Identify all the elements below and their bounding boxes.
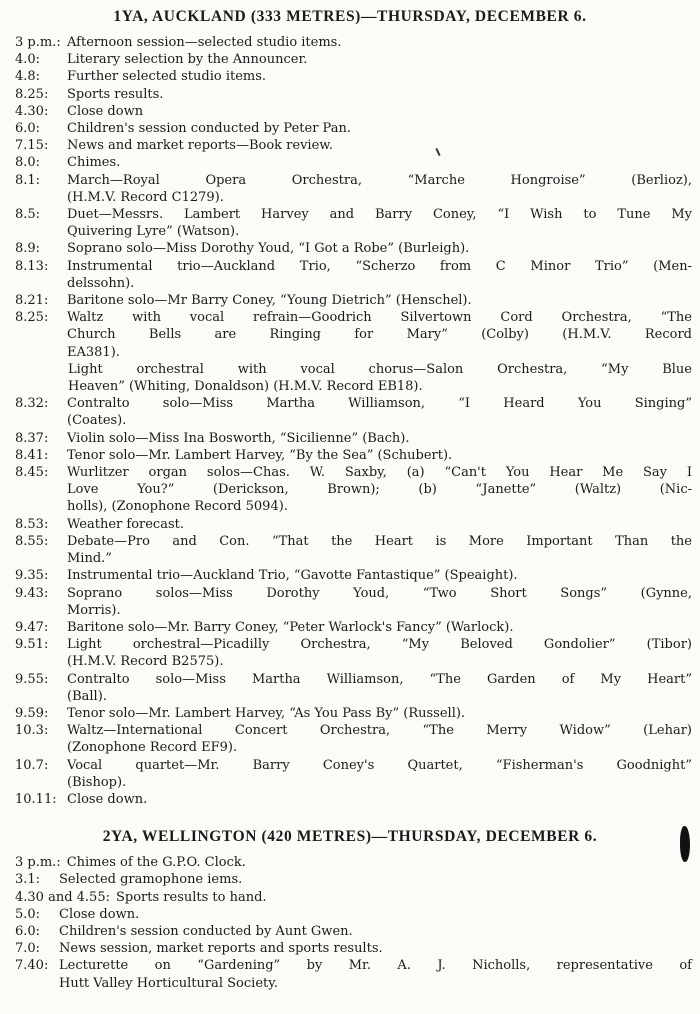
entry-line: Waltz with vocal refrain—Goodrich Silvertown Cord Orchestra, “The (67, 310, 692, 326)
programme-entry (15, 154, 692, 171)
entry-line: Lecturette on “Gardening” by Mr. A. J. Nicholls, representative of (59, 958, 692, 974)
entry-time: 5.0: (15, 906, 41, 922)
entry-line: Tenor solo—Mr. Lambert Harvey, “As You Pass By” (Russell). (67, 705, 466, 721)
programme-entry (15, 447, 692, 464)
entry-line: Mind.” (67, 551, 112, 567)
programme-entry (15, 395, 692, 429)
entry-text (67, 309, 692, 361)
programme-entry (15, 103, 692, 120)
entry-line: Contralto solo—Miss Martha Williamson, “I Heard You Singing” (67, 396, 692, 412)
programme-entry (15, 940, 692, 957)
entry-text (67, 258, 692, 292)
entry-line: Baritone solo—Mr Barry Coney, “Young Dietrich” (Henschel). (67, 293, 472, 309)
entry-line: delssohn). (67, 275, 135, 291)
entry-time: 3 p.m.: (15, 35, 61, 50)
programme-entry (15, 137, 692, 154)
entry-time: 9.59: (15, 705, 49, 721)
entry-line: Chimes. (67, 155, 121, 171)
entry-text (59, 957, 692, 991)
entry-line: Instrumental trio—Auckland Trio, “Gavotte Fantastique” (Speaight). (67, 568, 518, 584)
entry-line: Debate—Pro and Con. “That the Heart is More Important Than the (67, 533, 692, 549)
programme-entry (15, 757, 692, 791)
entry-text (67, 671, 692, 705)
entry-time: 8.13: (15, 258, 49, 274)
entry-text (67, 619, 692, 636)
entry-time: 7.15: (15, 138, 49, 154)
entry-text (67, 464, 692, 516)
entry-text (67, 447, 692, 464)
programme-entry (15, 206, 692, 240)
programme-entry (15, 258, 692, 292)
programme-entry (15, 309, 692, 361)
entry-line: Violin solo—Miss Ina Bosworth, “Sicilienne” (Bach). (67, 430, 410, 446)
entry-text (67, 567, 692, 584)
entry-text (67, 791, 692, 808)
entry-line: (Zonophone Record EF9). (67, 740, 238, 756)
entry-text (67, 206, 692, 240)
entry-line: News and market reports—Book review. (67, 138, 333, 154)
programme-entry (15, 86, 692, 103)
entry-line: Chimes of the G.P.O. Clock. (66, 855, 246, 871)
programme-entry (15, 240, 692, 257)
entry-line: Waltz—International Concert Orchestra, “The Merry Widow” (Lehar) (67, 723, 692, 739)
entry-time: 8.0: (15, 155, 41, 171)
programme-entry (15, 889, 692, 906)
entry-line: (H.M.V. Record C1279). (67, 189, 224, 205)
entry-text (67, 68, 692, 85)
entry-time: 8.25: (15, 310, 49, 326)
section-heading: 2YA, WELLINGTON (420 METRES)—THURSDAY, DECEMBER 6. (102, 828, 598, 846)
entry-line: Close down (67, 103, 144, 119)
entry-time: 7.40: (15, 958, 49, 974)
entry-time: 3 p.m.: (15, 855, 61, 871)
programme-entry (15, 585, 692, 619)
entry-time: 10.3: (15, 723, 49, 739)
programme-entry (15, 671, 692, 705)
programme-entry (15, 791, 692, 808)
entry-time: 4.8: (15, 69, 41, 85)
entry-text (67, 533, 692, 567)
entry-time: 6.0: (15, 923, 41, 939)
programme-entry (15, 567, 692, 584)
entry-time: 4.30: (15, 103, 49, 119)
programme-entry (15, 533, 692, 567)
ink-blot (680, 826, 690, 862)
programme-entry (15, 516, 692, 533)
entry-text (67, 86, 692, 103)
entry-time: 10.11: (15, 791, 57, 807)
section-heading: 1YA, AUCKLAND (333 METRES)—THURSDAY, DECEMBER 6. (113, 8, 587, 25)
entry-text (67, 722, 692, 756)
entry-line: EA381). (67, 344, 120, 360)
programme-entry (15, 619, 692, 636)
programme-entry (15, 722, 692, 756)
entry-line: Wurlitzer organ solos—Chas. W. Saxby, (a) “Can't You Hear Me Say I (67, 465, 692, 481)
entry-time: 8.9: (15, 241, 41, 257)
entry-line: Love You?” (Derickson, Brown); (b) “Janette” (Waltz) (Nic- (67, 482, 692, 498)
entry-line: (Bishop). (67, 774, 127, 790)
entry-text (67, 137, 692, 154)
entry-line: holls), (Zonophone Record 5094). (67, 499, 288, 515)
entry-line: Selected gramophone iems. (59, 872, 243, 888)
entry-line: Close down. (59, 906, 140, 922)
entry-line: Baritone solo—Mr. Barry Coney, “Peter Warlock's Fancy” (Warlock). (67, 619, 514, 635)
programme-entry (15, 361, 692, 395)
entry-line: (H.M.V. Record B2575). (67, 654, 224, 670)
programme-entry (15, 120, 692, 137)
entry-time: 4.0: (15, 52, 41, 68)
entry-time: 8.5: (15, 207, 41, 223)
entry-line: News session, market reports and sports results. (59, 941, 383, 957)
entry-text (67, 172, 692, 206)
programme-entry (15, 636, 692, 670)
entry-line: Vocal quartet—Mr. Barry Coney's Quartet, “Fisherman's Goodnight” (67, 757, 692, 773)
entry-time: 9.35: (15, 568, 49, 584)
entry-line: Sports results. (67, 86, 164, 102)
entry-text (67, 240, 692, 257)
section-2ya-wellington (0, 824, 700, 992)
entry-text (67, 854, 692, 871)
entry-time: 9.55: (15, 671, 49, 687)
entry-line: Children's session conducted by Peter Pan. (67, 121, 351, 137)
programme-entry (15, 705, 692, 722)
entry-text (15, 361, 692, 395)
entry-text (67, 34, 692, 51)
entry-time: 4.30 and 4.55: (15, 889, 110, 905)
programme-entry (15, 923, 692, 940)
entry-time: 8.21: (15, 293, 49, 309)
entry-time: 10.7: (15, 757, 49, 773)
entry-text (59, 940, 692, 957)
entry-line: Hutt Valley Horticultural Society. (59, 975, 278, 991)
entry-line: Soprano solos—Miss Dorothy Youd, “Two Short Songs” (Gynne, (67, 585, 692, 601)
programme-entry (15, 871, 692, 888)
entry-text (116, 889, 692, 906)
entry-time: 6.0: (15, 121, 41, 137)
entry-line: March—Royal Opera Orchestra, “Marche Hongroise” (Berlioz), (67, 172, 692, 188)
programme-entry (15, 854, 692, 871)
programme-list (0, 854, 700, 992)
entry-time: 8.55: (15, 533, 49, 549)
programme-entry (15, 51, 692, 68)
entry-time: 8.45: (15, 465, 49, 481)
entry-line: Light orchestral with vocal chorus—Salon Orchestra, “My Blue (68, 361, 692, 377)
entry-time: 8.32: (15, 396, 49, 412)
entry-line: Close down. (67, 791, 148, 807)
entry-line: Duet—Messrs. Lambert Harvey and Barry Coney, “I Wish to Tune My (67, 207, 692, 223)
programme-entry (15, 464, 692, 516)
entry-time: 8.41: (15, 447, 49, 463)
entry-text (67, 516, 692, 533)
entry-text (67, 103, 692, 120)
programme-entry (15, 430, 692, 447)
entry-line: Sports results to hand. (115, 889, 267, 905)
programme-entry (15, 68, 692, 85)
entry-text (67, 395, 692, 429)
entry-line: (Coates). (67, 413, 127, 429)
entry-text (67, 292, 692, 309)
section-1ya-auckland (0, 4, 700, 808)
entry-line: Tenor solo—Mr. Lambert Harvey, “By the Sea” (Schubert). (67, 447, 453, 463)
entry-line: Further selected studio items. (67, 69, 267, 85)
entry-time: 7.0: (15, 941, 41, 957)
entry-text (67, 585, 692, 619)
entry-line: Contralto solo—Miss Martha Williamson, “The Garden of My Heart” (67, 671, 692, 687)
entry-line: Literary selection by the Announcer. (67, 52, 308, 68)
entry-time: 9.51: (15, 637, 49, 653)
entry-line: Afternoon session—selected studio items. (67, 35, 342, 50)
entry-line: Light orchestral—Picadilly Orchestra, “My Beloved Gondolier” (Tibor) (67, 637, 692, 653)
entry-time: 8.37: (15, 430, 49, 446)
entry-text (67, 757, 692, 791)
entry-time: 9.43: (15, 585, 49, 601)
entry-time: 8.25: (15, 86, 49, 102)
entry-line: Instrumental trio—Auckland Trio, “Scherzo from C Minor Trio” (Men- (67, 258, 692, 274)
entry-text (59, 923, 692, 940)
entry-time: 9.47: (15, 619, 49, 635)
entry-text (67, 705, 692, 722)
programme-entry (15, 34, 692, 51)
programme-entry (15, 957, 692, 991)
entry-text (67, 154, 692, 171)
entry-text (67, 120, 692, 137)
entry-time: 8.1: (15, 172, 41, 188)
entry-line: Quivering Lyre” (Watson). (67, 224, 240, 240)
entry-text (59, 871, 692, 888)
entry-text (67, 636, 692, 670)
entry-line: (Ball). (67, 688, 107, 704)
programme-entry (15, 906, 692, 923)
entry-line: Heaven” (Whiting, Donaldson) (H.M.V. Record EB18). (68, 379, 423, 395)
programme-entry (15, 292, 692, 309)
entry-text (59, 906, 692, 923)
entry-line: Soprano solo—Miss Dorothy Youd, “I Got a Robe” (Burleigh). (67, 241, 470, 257)
entry-line: Weather forecast. (67, 516, 184, 532)
entry-line: Church Bells are Ringing for Mary” (Colby) (H.M.V. Record (67, 327, 692, 343)
entry-time: 3.1: (15, 872, 41, 888)
programme-entry (15, 172, 692, 206)
entry-line: Children's session conducted by Aunt Gwen. (59, 923, 353, 939)
entry-text (67, 51, 692, 68)
entry-line: Morris). (67, 602, 121, 618)
entry-text (67, 430, 692, 447)
programme-list (0, 34, 700, 808)
entry-time: 8.53: (15, 516, 49, 532)
